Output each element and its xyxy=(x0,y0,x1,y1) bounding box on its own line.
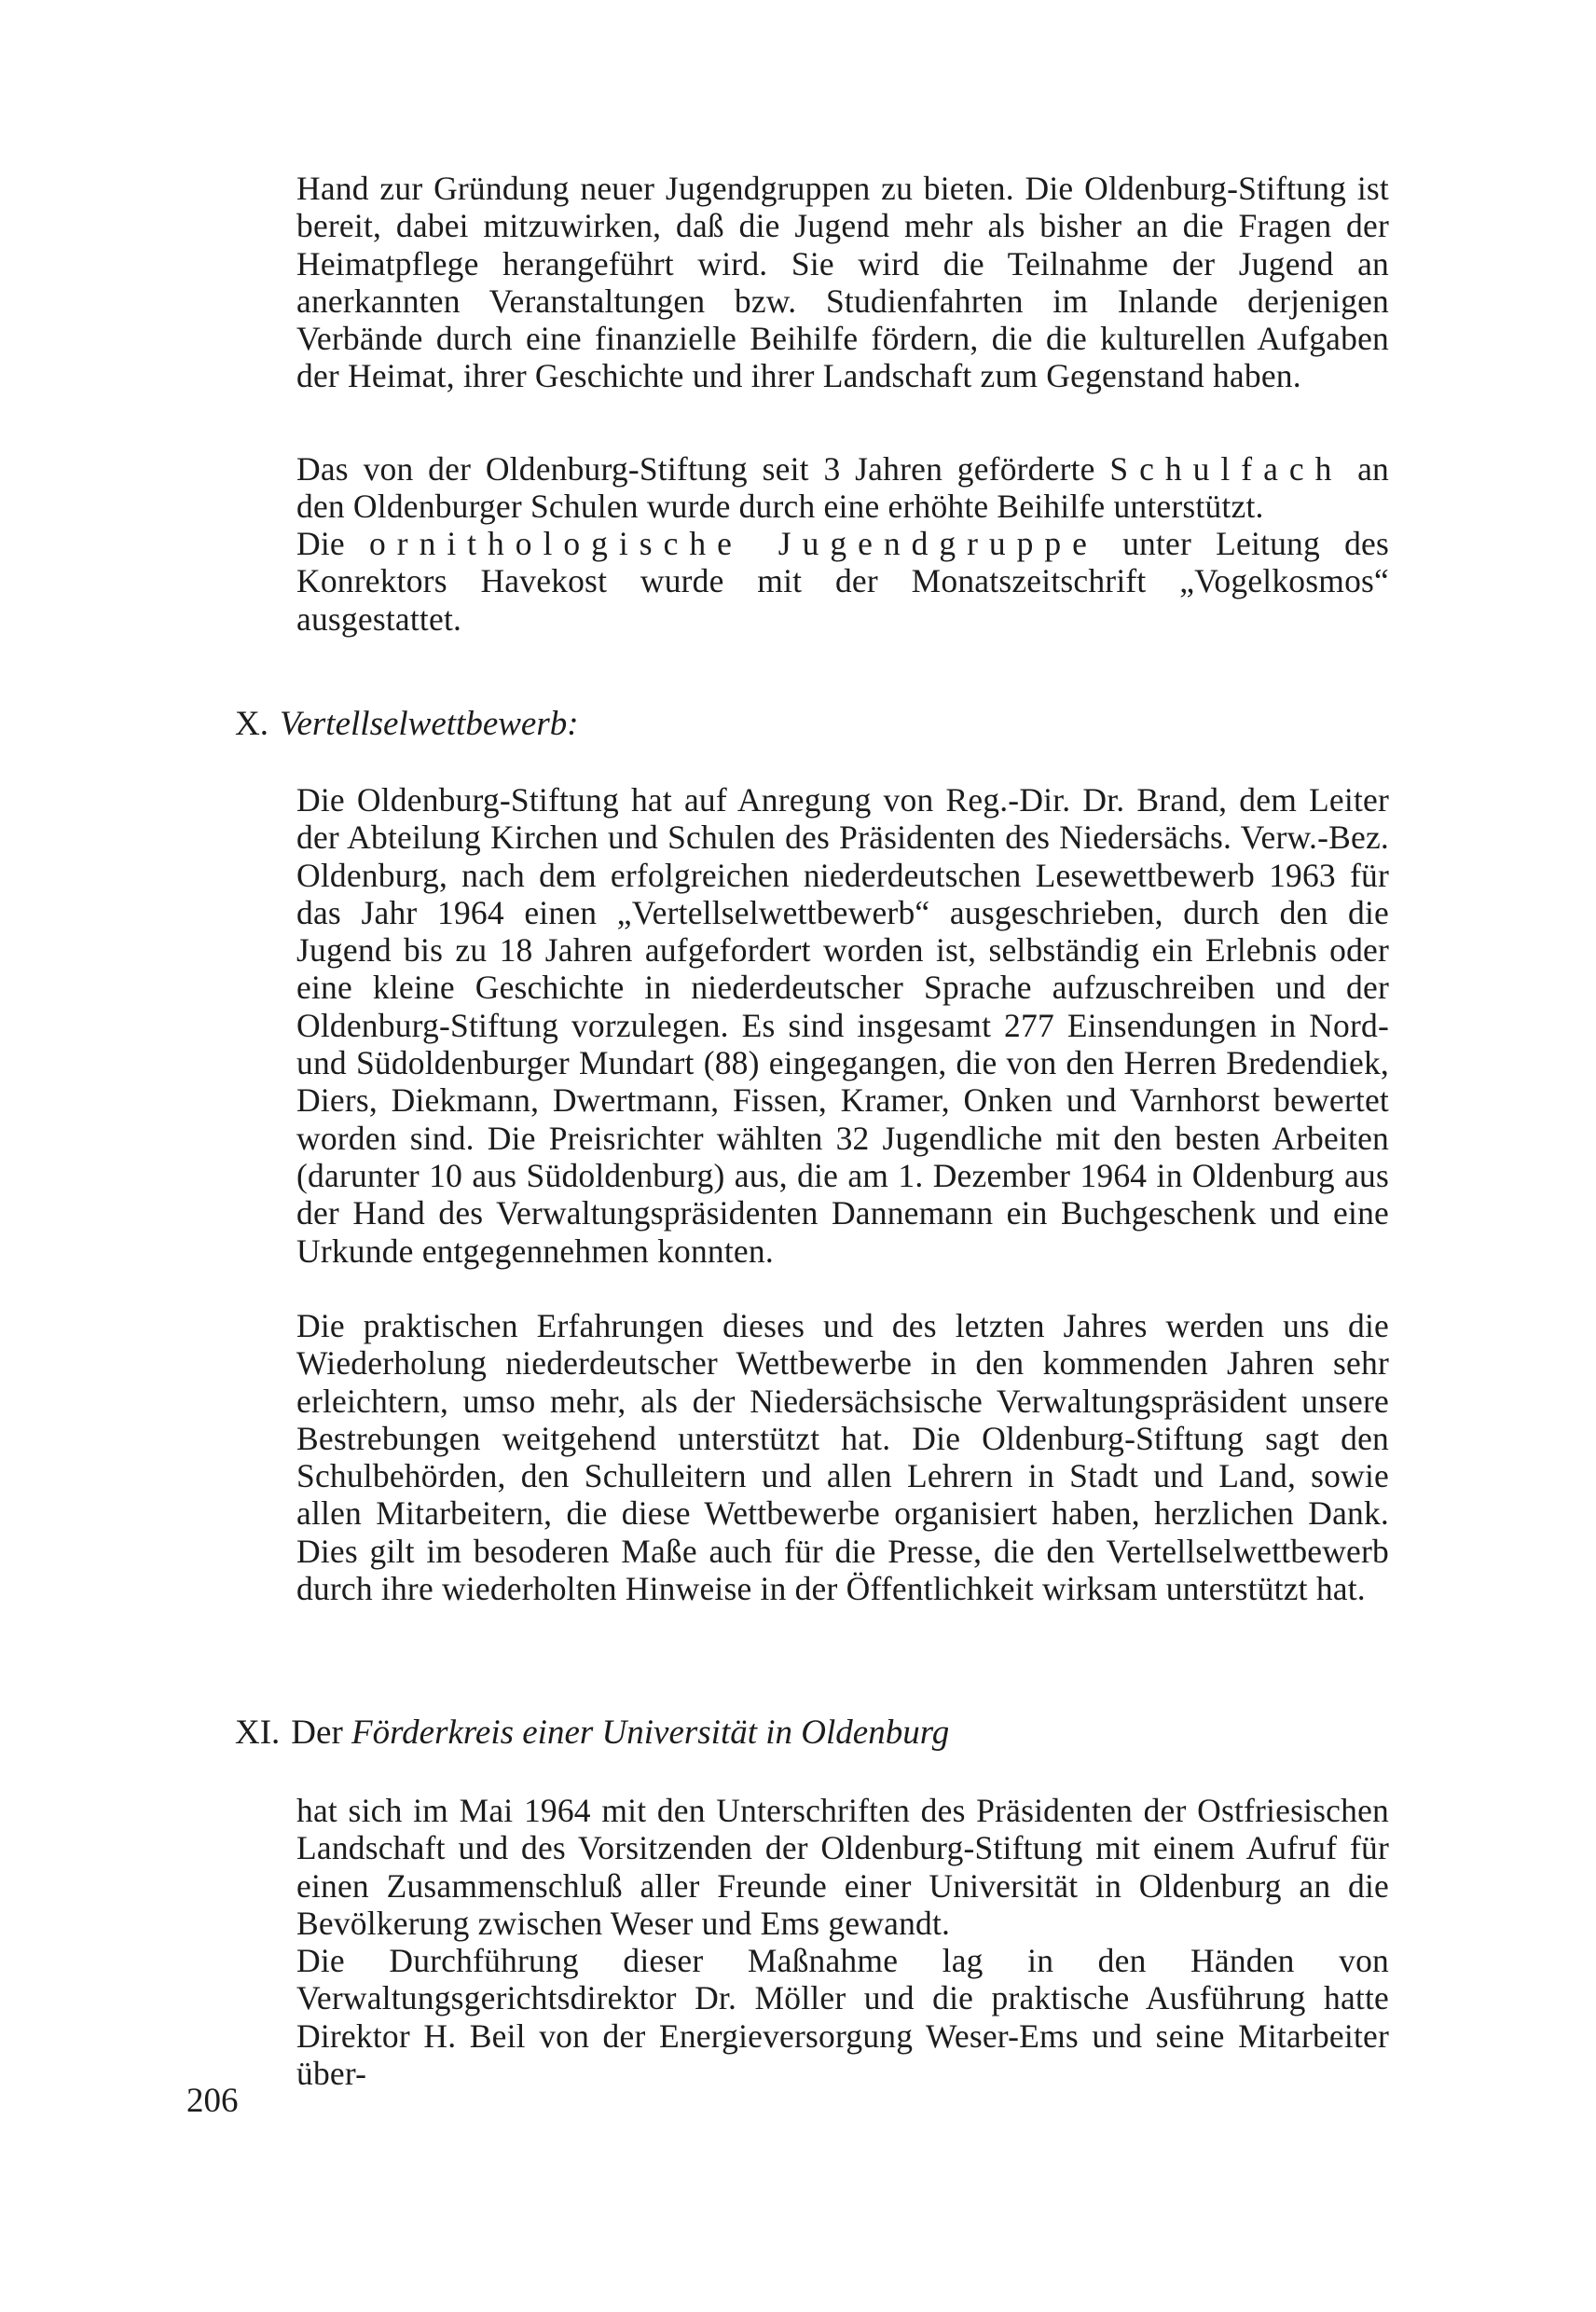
section-xi-title-plain: Der xyxy=(291,1713,352,1752)
section-xi-title-italic: Förderkreis einer Universität in Oldenburg xyxy=(351,1713,950,1752)
intro-paragraph-2-before: Das von der Oldenburg-Stiftung seit 3 Jahren geförderte xyxy=(296,450,1110,488)
intro-paragraph-3 xyxy=(296,525,1389,638)
intro-paragraph-2 xyxy=(296,450,1389,526)
intro-paragraph-1-text: Hand zur Gründung neuer Jugendgruppen zu bieten. Die Oldenburg-Stiftung ist bereit, dabei mitzuwirken, daß die Jugend mehr als bisher an die Fragen der Heimatpflege herangeführt wird. Sie wird die Teilnahme der Jugend an anerkannten Veranstaltungen bzw. Studienfahrten im Inlande derjenigen Verbände durch eine finanzielle Beihilfe fördern, die die kulturellen Aufgaben der Heimat, ihrer Geschichte und ihrer Landschaft zum Gegenstand haben. xyxy=(296,170,1389,395)
intro-paragraph-3-after: unter Leitung des Konrektors Havekost wurde mit der Monatszeitschrift „Vogelkosmos“ ausgestattet. xyxy=(296,525,1390,638)
section-xi-number: XI. xyxy=(235,1713,281,1752)
section-xi-paragraph-1-text: hat sich im Mai 1964 mit den Unterschriften des Präsidenten der Ostfriesischen Landschaft und des Vorsitzenden der Oldenburg-Stiftung mit einem Aufruf für einen Zusammenschluß aller Freunde einer Universität in Oldenburg an die Bevölkerung zwischen Weser und Ems gewandt. xyxy=(296,1792,1389,1942)
section-x-title: Vertellselwettbewerb: xyxy=(279,705,579,743)
section-xi-heading xyxy=(235,1713,949,1754)
spaced-term-schulfach: Schulfach xyxy=(1109,450,1343,488)
intro-paragraph-2-after: an den Oldenburger Schulen wurde durch eine erhöhte Beihilfe unterstützt. xyxy=(296,450,1390,526)
section-xi-paragraph-2 xyxy=(296,1942,1389,2092)
section-x-paragraph-2 xyxy=(296,1307,1389,1607)
section-x-number: X. xyxy=(235,705,268,743)
section-xi-paragraph-1 xyxy=(296,1792,1389,1942)
page-number: 206 xyxy=(186,2082,239,2120)
section-x-paragraph-2-text: Die praktischen Erfahrungen dieses und des letzten Jahres werden uns die Wiederholung niederdeutscher Wettbewerbe in den kommenden Jahren sehr erleichtern, umso mehr, als der Niedersächsische Verwaltungspräsident unsere Bestrebungen weitgehend unterstützt hat. Die Oldenburg-Stiftung sagt den Schulbehörden, den Schulleitern und allen Lehrern in Stadt und Land, sowie allen Mitarbeitern, die diese Wettbewerbe organisiert haben, herzlichen Dank. Dies gilt im besoderen Maße auch für die Presse, die den Vertellselwettbewerb durch ihre wiederholten Hinweise in der Öffentlichkeit wirksam unterstützt hat. xyxy=(296,1307,1389,1608)
section-x-heading xyxy=(235,704,579,745)
section-x-paragraph-1-text: Die Oldenburg-Stiftung hat auf Anregung von Reg.-Dir. Dr. Brand, dem Leiter der Abteilung Kirchen und Schulen des Präsidenten des Niedersächs. Verw.-Bez. Oldenburg, nach dem erfolgreichen niederdeutschen Lesewettbewerb 1963 für das Jahr 1964 einen „Vertellselwettbewerb“ ausgeschrieben, durch den die Jugend bis zu 18 Jahren aufgefordert worden ist, selbständig ein Erlebnis oder eine kleine Geschichte in niederdeutscher Sprache aufzuschreiben und der Oldenburg-Stiftung vorzulegen. Es sind insgesamt 277 Einsendungen in Nord- und Südoldenburger Mundart (88) eingegangen, die von den Herren Bredendiek, Diers, Diekmann, Dwertmann, Fissen, Kramer, Onken und Varnhorst bewertet worden sind. Die Preisrichter wählten 32 Jugendliche mit den besten Arbeiten (darunter 10 aus Südoldenburg) aus, die am 1. Dezember 1964 in Oldenburg aus der Hand des Verwaltungspräsidenten Dannemann ein Buchgeschenk und eine Urkunde entgegennehmen konnten. xyxy=(296,781,1389,1270)
intro-paragraph-1 xyxy=(296,170,1389,395)
spaced-term-jugendgruppe: ornithologische Jugendgruppe xyxy=(369,525,1098,562)
section-xi-paragraph-2-text: Die Durchführung dieser Maßnahme lag in den Händen von Verwaltungsgerichtsdirektor Dr. Möller und die praktische Ausführung hatte Direktor H. Beil von der Energieversorgung Weser-Ems und seine Mitarbeiter über- xyxy=(296,1942,1389,2092)
section-x-paragraph-1 xyxy=(296,781,1389,1270)
intro-paragraph-3-before: Die xyxy=(296,525,369,562)
